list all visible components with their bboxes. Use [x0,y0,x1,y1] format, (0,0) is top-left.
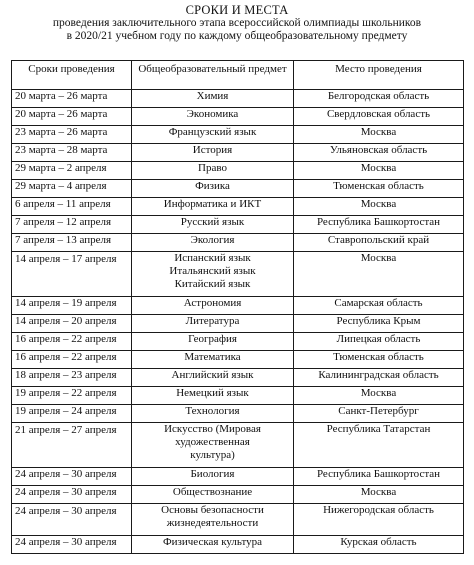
cell-dates: 6 апреля – 11 апреля [12,198,132,216]
subject-line: Биология [190,468,235,480]
table-row [12,423,464,468]
table-row [12,162,464,180]
olympiad-schedule-table [11,60,464,554]
table-row [12,144,464,162]
cell-subject [132,234,294,252]
table-row [12,468,464,486]
subject-line: Китайский язык [174,278,251,290]
subject-line: Английский язык [171,369,254,381]
table-row [12,387,464,405]
subject-line: Русский язык [180,216,245,228]
cell-dates: 16 апреля – 22 апреля [12,333,132,351]
cell-dates: 29 марта – 2 апреля [12,162,132,180]
cell-place: Республика Башкортостан [294,216,464,234]
cell-place: Свердловская область [294,108,464,126]
table-row [12,333,464,351]
cell-place: Москва [294,252,464,297]
document-subtitle-line-1: проведения заключительного этапа всероссийской олимпиады школьников [52,17,422,29]
table-body [12,90,464,554]
subject-line: Искусство (Мировая [164,423,261,435]
table-row [12,180,464,198]
subject-line: Французский язык [168,126,257,138]
cell-dates: 18 апреля – 23 апреля [12,369,132,387]
table-row [12,405,464,423]
cell-subject [132,486,294,504]
table-row [12,252,464,297]
subject-line: жизнедеятельности [166,517,259,529]
cell-subject [132,108,294,126]
document-header [0,0,474,43]
cell-place: Москва [294,387,464,405]
cell-dates: 24 апреля – 30 апреля [12,504,132,536]
document-title: СРОКИ И МЕСТА [185,3,289,17]
cell-subject [132,198,294,216]
cell-subject [132,351,294,369]
cell-dates: 24 апреля – 30 апреля [12,468,132,486]
subject-line: Экономика [186,108,239,120]
table-row [12,369,464,387]
subject-line: История [192,144,233,156]
cell-dates: 7 апреля – 13 апреля [12,234,132,252]
cell-place: Самарская область [294,297,464,315]
cell-dates: 14 апреля – 19 апреля [12,297,132,315]
subject-line: Обществознание [172,486,253,498]
subject-line: художественная [175,436,250,448]
cell-subject [132,126,294,144]
cell-place: Калининградская область [294,369,464,387]
cell-place: Москва [294,126,464,144]
subject-line: Основы безопасности [161,504,264,516]
subject-line: Испанский язык [174,252,251,264]
subject-line: Физика [195,180,230,192]
cell-place: Тюменская область [294,351,464,369]
cell-place: Республика Крым [294,315,464,333]
cell-dates: 24 апреля – 30 апреля [12,536,132,554]
column-header-subject: Общеобразовательный предмет [132,61,294,90]
cell-dates: 16 апреля – 22 апреля [12,351,132,369]
cell-subject [132,387,294,405]
subject-line: Астрономия [183,297,242,309]
cell-subject [132,144,294,162]
cell-place: Курская область [294,536,464,554]
cell-dates: 19 апреля – 22 апреля [12,387,132,405]
cell-subject [132,297,294,315]
cell-place: Республика Татарстан [294,423,464,468]
subject-line: культура) [190,449,235,461]
cell-subject [132,252,294,297]
table-row [12,536,464,554]
subject-line: Экология [190,234,235,246]
cell-subject [132,333,294,351]
cell-dates: 7 апреля – 12 апреля [12,216,132,234]
cell-dates: 20 марта – 26 марта [12,108,132,126]
cell-subject [132,468,294,486]
cell-place: Москва [294,198,464,216]
column-header-dates: Сроки проведения [12,61,132,90]
table-row [12,351,464,369]
cell-dates: 20 марта – 26 марта [12,90,132,108]
cell-subject [132,90,294,108]
table-row [12,486,464,504]
table-row [12,216,464,234]
subject-line: Физическая культура [162,536,263,548]
cell-place: Нижегородская область [294,504,464,536]
cell-dates: 19 апреля – 24 апреля [12,405,132,423]
cell-place: Ульяновская область [294,144,464,162]
subject-line: Математика [184,351,241,363]
cell-subject [132,423,294,468]
cell-place: Санкт-Петербург [294,405,464,423]
subject-line: Химия [196,90,229,102]
table-row [12,234,464,252]
cell-subject [132,315,294,333]
table-header-row [12,61,464,90]
cell-place: Белгородская область [294,90,464,108]
subject-line: Право [198,162,227,174]
cell-dates: 29 марта – 4 апреля [12,180,132,198]
table-row [12,108,464,126]
cell-subject [132,405,294,423]
cell-subject [132,216,294,234]
cell-dates: 14 апреля – 17 апреля [12,252,132,297]
subject-line: Технология [185,405,240,417]
cell-subject [132,369,294,387]
cell-place: Ставропольский край [294,234,464,252]
subject-line: Литература [185,315,240,327]
cell-subject [132,504,294,536]
cell-subject [132,536,294,554]
cell-place: Республика Башкортостан [294,468,464,486]
cell-place: Тюменская область [294,180,464,198]
cell-dates: 21 апреля – 27 апреля [12,423,132,468]
document-subtitle-line-2: в 2020/21 учебном году по каждому общеобразовательному предмету [66,30,408,42]
table-row [12,198,464,216]
cell-place: Липецкая область [294,333,464,351]
subject-line: Информатика и ИКТ [163,198,262,210]
column-header-place: Место проведения [294,61,464,90]
table-row [12,315,464,333]
cell-dates: 23 марта – 26 марта [12,126,132,144]
table-row [12,126,464,144]
cell-dates: 14 апреля – 20 апреля [12,315,132,333]
table-row [12,504,464,536]
subject-line: Итальянский язык [169,265,256,277]
table-row [12,90,464,108]
cell-place: Москва [294,486,464,504]
cell-subject [132,162,294,180]
cell-place: Москва [294,162,464,180]
cell-dates: 24 апреля – 30 апреля [12,486,132,504]
table-row [12,297,464,315]
cell-subject [132,180,294,198]
subject-line: География [188,333,237,345]
subject-line: Немецкий язык [176,387,249,399]
cell-dates: 23 марта – 28 марта [12,144,132,162]
